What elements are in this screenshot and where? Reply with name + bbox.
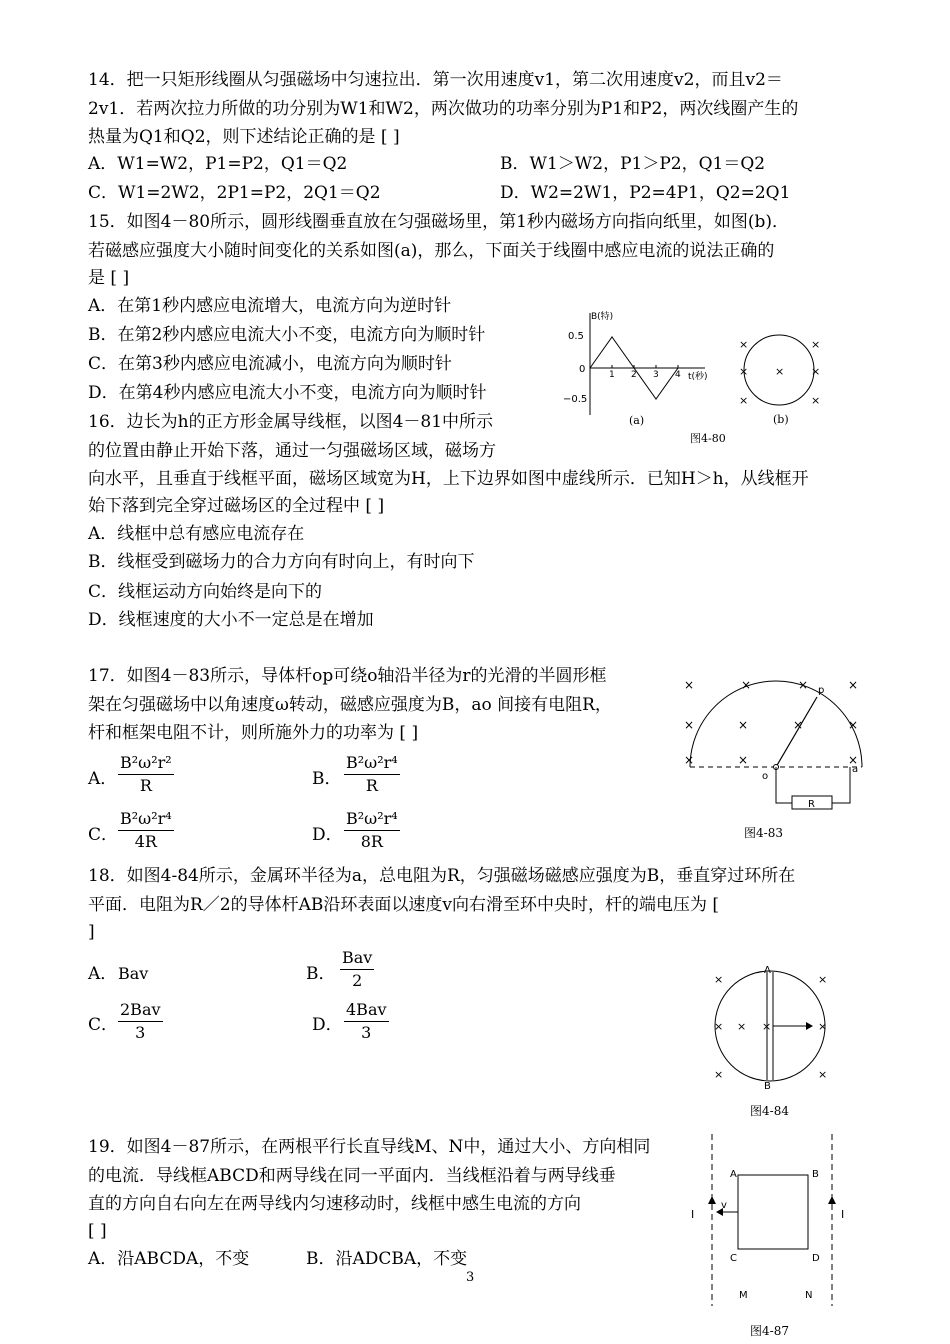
q18-option-a-label: A． [88,964,118,984]
q19-line-1: 19．如图4－87所示，在两根平行长直导线M、N中，通过大小、方向相同 [88,1137,651,1157]
cross-mark: × [714,1020,724,1033]
cross-mark: × [818,1020,828,1033]
q17-option-c-fraction [118,808,174,853]
point-o-label: o [762,771,769,782]
q18-option-b-fraction [340,947,374,992]
cross-mark: × [739,394,749,407]
fraction-denominator: 3 [135,1023,146,1042]
fig480-sub-b: (b) [773,413,789,426]
q17-option-a-fraction [118,752,174,797]
wire-n-label: N [805,1290,813,1301]
fraction-numerator: Bav [340,947,374,970]
fig480-caption: 图4-80 [690,432,726,445]
q18-option-c-label: C． [88,1015,119,1035]
cross-mark: × [848,718,859,732]
tick-label-zero: 0 [579,364,586,375]
tick-label-pos: 0.5 [568,331,584,342]
q18-option-c-fraction [118,999,163,1044]
cross-mark: × [811,365,821,378]
fraction-numerator: B²ω²r⁴ [344,808,400,831]
cross-mark: × [684,753,695,767]
q18-line-1: 18．如图4-84所示，金属环半径为a，总电阻为R，匀强磁场磁感应强度为B，垂直穿过环所在 [88,866,796,886]
q19-option-a: A．沿ABCDA，不变 [88,1249,250,1269]
cross-mark: × [793,718,804,732]
cross-mark: × [811,394,821,407]
q14-option-d: D．W2=2W1，P2=4P1，Q2=2Q1 [500,183,791,203]
b-t-data-point [677,367,678,368]
cross-mark: × [684,678,695,692]
velocity-arrowhead [806,1022,813,1030]
cross-mark: × [737,1020,747,1033]
rod-op [776,697,817,767]
current-label-m: I [691,1208,695,1221]
q15-line-3: 是 [ ] [88,268,130,288]
current-arrow-n [828,1196,836,1204]
cross-mark: × [714,973,724,986]
q15-option-b: B．在第2秒内感应电流大小不变，电流方向为顺时针 [88,325,486,345]
q14-line-1: 14．把一只矩形线圈从匀强磁场中匀速拉出．第一次用速度v1，第二次用速度v2，而且v2＝ [88,70,783,90]
cross-mark: × [714,1068,724,1081]
q18-option-a-text: Bav [118,964,149,983]
tick-label-neg: −0.5 [563,394,588,405]
current-arrow-m [708,1196,716,1204]
point-a-label: A [730,1169,737,1180]
q17-option-b-label: B． [312,769,342,789]
q14-option-b: B．W1＞W2，P1＞P2，Q1＝Q2 [500,154,766,174]
fig487-caption: 图4-87 [750,1324,789,1338]
q18-option-b-label: B． [306,964,336,984]
fraction-denominator: 3 [361,1023,372,1042]
q14-option-c: C．W1=2W2，2P1=P2，2Q1＝Q2 [88,183,381,203]
point-b-label: B [812,1169,819,1180]
q16-option-a: A．线框中总有感应电流存在 [88,524,305,544]
cross-mark: × [739,338,749,351]
cross-mark: × [738,718,749,732]
semicircle-frame [690,681,862,767]
q18-line-2: 平面．电阻为R／2的导体杆AB沿环表面以速度v向右滑至环中央时，杆的端电压为 [ [88,895,720,915]
q19-line-4: [ ] [88,1221,107,1241]
b-t-data-point [655,398,656,399]
resistor-label: R [808,799,815,810]
q17-line-2: 架在匀强磁场中以角速度ω转动，磁感应强度为B，ao 间接有电阻R， [88,695,612,715]
x-tick-label: 4 [675,370,681,380]
fig483-caption: 图4-83 [744,826,783,840]
page-number: 3 [466,1270,475,1285]
point-a-label: A [764,965,771,976]
fraction-numerator: B²ω²r² [118,752,174,775]
q15-option-c: C．在第3秒内感应电流减小，电流方向为顺时针 [88,354,452,374]
y-axis-label: B(特) [591,312,614,322]
x-axis-label: t(秒) [688,372,708,382]
cross-mark: × [848,678,859,692]
cross-mark: × [741,678,752,692]
cross-mark: × [798,678,809,692]
wire-frame-abcd [738,1175,808,1249]
q19-option-b: B．沿ADCBA，不变 [306,1249,468,1269]
wire-m-label: M [739,1290,748,1301]
fraction-denominator: R [139,776,152,795]
cross-mark: × [684,718,695,732]
resistor-wire [832,767,850,803]
b-t-graph [555,305,708,425]
q17-option-a-label: A． [88,769,118,789]
fraction-numerator: B²ω²r⁴ [118,808,174,831]
point-p-label: p [818,685,825,696]
cross-mark: × [818,1068,828,1081]
fraction-denominator: R [365,776,378,795]
fraction-numerator: 4Bav [344,999,389,1022]
q16-option-c: C．线框运动方向始终是向下的 [88,582,323,602]
cross-mark: × [738,753,749,767]
q18-option-d-label: D． [312,1015,343,1035]
fig484-caption: 图4-84 [750,1104,789,1118]
point-b-label: B [764,1081,771,1092]
x-tick-label: 3 [653,370,659,380]
q18-line-3: ] [88,922,95,942]
fraction-denominator: 8R [360,832,383,851]
cross-mark: × [818,973,828,986]
point-a-label: a [852,764,859,775]
current-label-n: I [841,1208,845,1221]
velocity-label: v [721,1200,727,1211]
fraction-denominator: 4R [134,832,157,851]
q17-line-3: 杆和框架电阻不计，则所施外力的功率为 [ ] [88,723,419,743]
cross-mark: × [848,753,859,767]
parallel-wires-figure [685,1130,865,1310]
fraction-numerator: 2Bav [118,999,163,1022]
resistor-wire [776,767,792,803]
fig480-sub-a: (a) [629,414,645,427]
x-tick-label: 1 [609,370,615,380]
b-t-data-point [589,367,590,368]
q14-option-a: A．W1=W2，P1=P2，Q1＝Q2 [88,154,348,174]
cross-mark: × [775,365,785,378]
point-c-label: C [730,1253,737,1264]
q16-line-3: 向水平，且垂直于线框平面，磁场区域宽为H，上下边界如图中虚线所示．已知H＞h，从线框开 [88,469,809,489]
point-d-label: D [812,1253,820,1264]
b-t-data-point [633,367,634,368]
q19-line-2: 的电流．导线框ABCD和两导线在同一平面内．当线框沿着与两导线垂 [88,1166,616,1186]
q15-line-1: 15．如图4－80所示，圆形线圈垂直放在匀强磁场里，第1秒内磁场方向指向纸里，如图(b)． [88,212,790,232]
fraction-numerator: B²ω²r⁴ [344,752,400,775]
q14-line-3: 热量为Q1和Q2，则下述结论正确的是 [ ] [88,127,400,147]
semicircle-frame-figure [680,675,860,825]
q15-line-2: 若磁感应强度大小随时间变化的关系如图(a)，那么，下面关于线圈中感应电流的说法正确的 [88,241,775,261]
x-tick-label: 2 [631,370,637,380]
q17-line-1: 17．如图4－83所示，导体杆op可绕o轴沿半径为r的光滑的半圆形框 [88,666,607,686]
metal-ring-figure [710,962,840,1092]
q17-option-d-label: D． [312,825,343,845]
q19-line-3: 直的方向自右向左在两导线内匀速移动时，线框中感生电流的方向 [88,1194,581,1214]
fraction-denominator: 2 [352,971,363,990]
q16-option-b: B．线框受到磁场力的合力方向有时向上，有时向下 [88,552,475,572]
q16-line-1: 16．边长为h的正方形金属导线框，以图4－81中所示 [88,412,494,432]
q16-line-4: 始下落到完全穿过磁场区的全过程中 [ ] [88,496,385,516]
cross-mark: × [739,365,749,378]
q14-line-2: 2v1．若两次拉力所做的功分别为W1和W2，两次做功的功率分别为P1和P2，两次线圈产生的 [88,99,799,119]
q15-option-d: D．在第4秒内感应电流大小不变，电流方向为顺时针 [88,383,487,403]
q17-option-d-fraction [344,808,400,853]
cross-mark: × [762,1020,772,1033]
cross-mark: × [811,338,821,351]
q16-line-2: 的位置由静止开始下落，通过一匀强磁场区域，磁场方 [88,441,496,461]
b-t-data-point [611,336,612,337]
q17-option-c-label: C． [88,825,119,845]
q16-option-d: D．线框速度的大小不一定总是在增加 [88,610,374,630]
q18-option-d-fraction [344,999,389,1044]
q15-option-a: A．在第1秒内感应电流增大，电流方向为逆时针 [88,296,452,316]
q17-option-b-fraction [344,752,400,797]
